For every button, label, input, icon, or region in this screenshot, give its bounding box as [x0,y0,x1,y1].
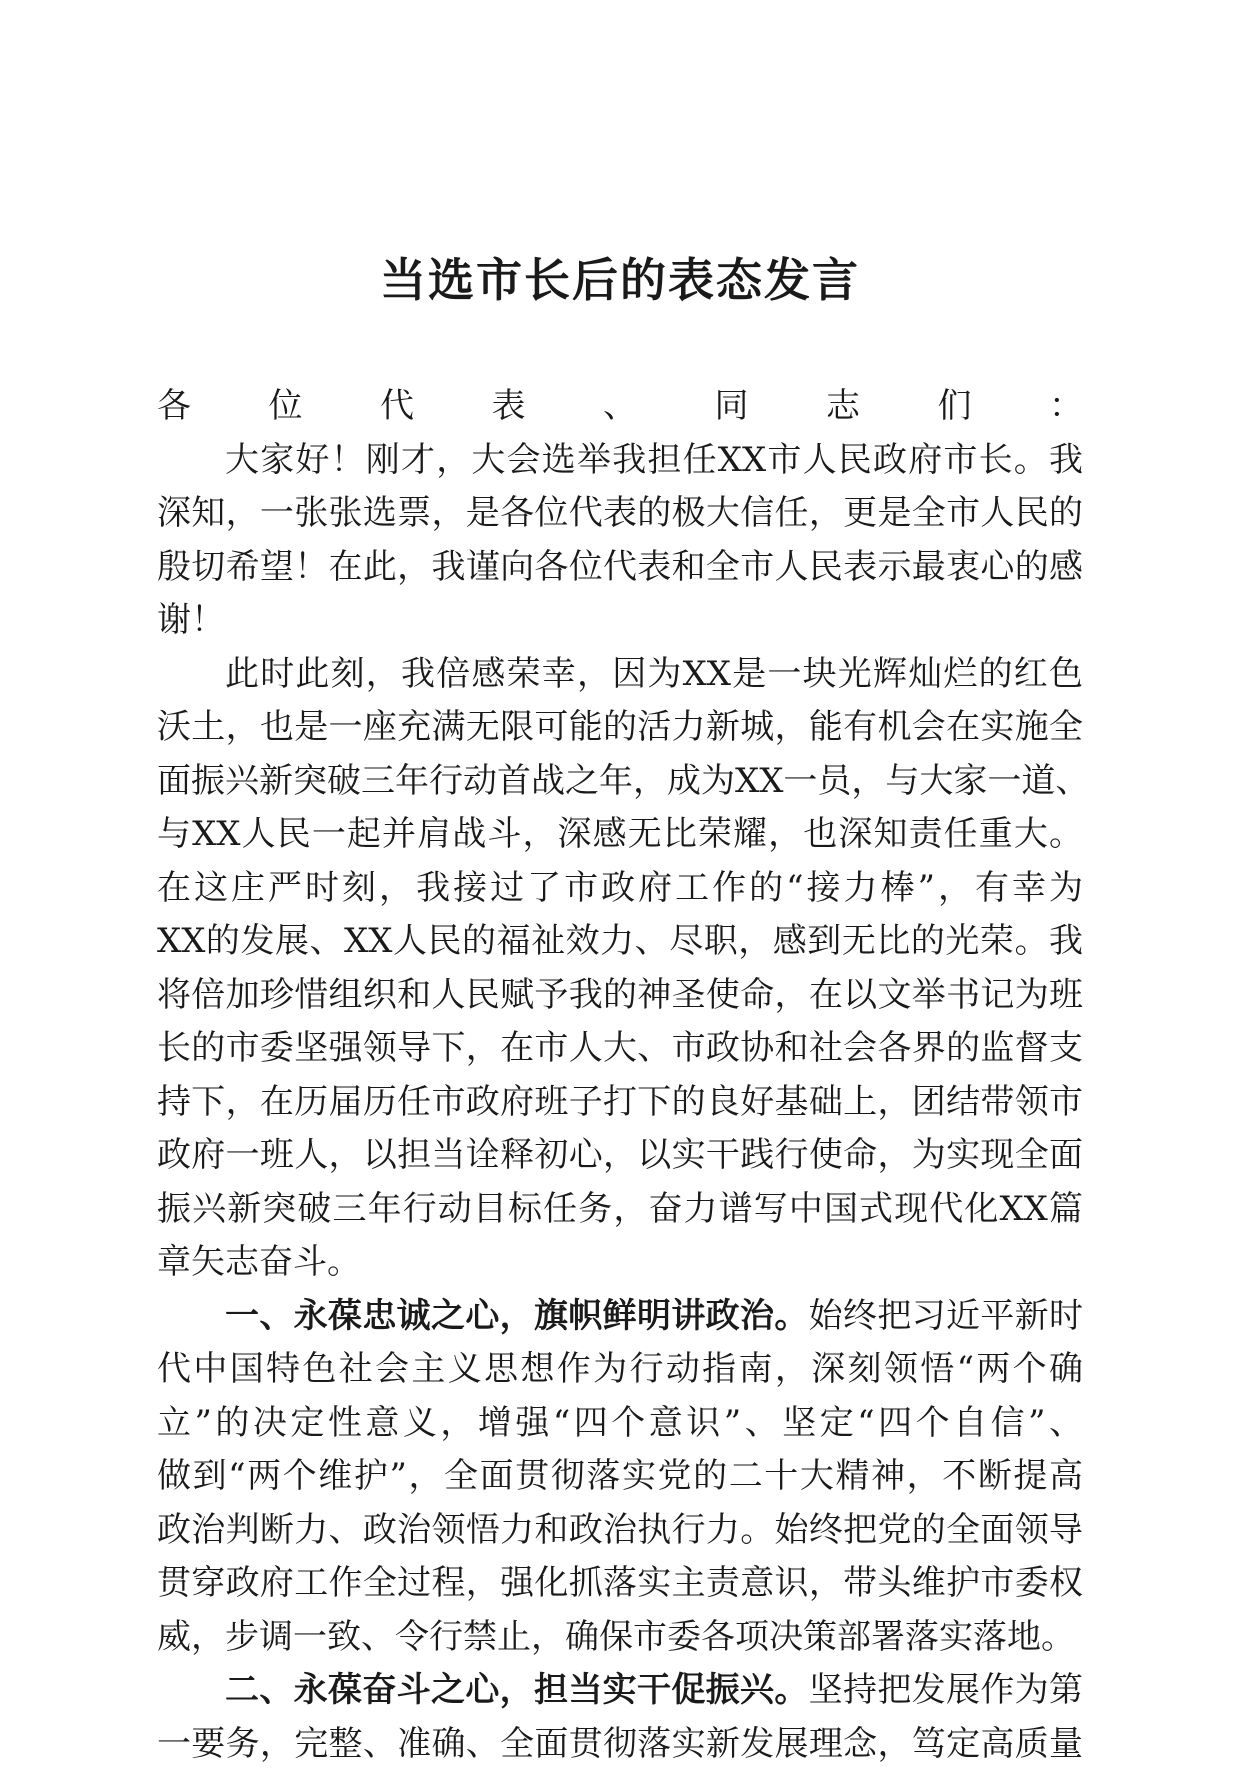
paragraph-line [157,1236,1083,1290]
section-heading: 二、永葆奋斗之心，担当实干促振兴。 [225,1670,809,1710]
line-text: 贯穿政府工作全过程，强化抓落实主责意识，带头维护市委权 [157,1563,1083,1603]
line-text: 政治判断力、政治领悟力和政治执行力。始终把党的全面领导 [157,1510,1083,1550]
paragraph-line [157,648,1083,702]
line-text: 将倍加珍惜组织和人民赋予我的神圣使命，在以文举书记为班 [157,975,1083,1015]
paragraph-line [157,1611,1083,1665]
line-text: 做到“两个维护”，全面贯彻落实党的二十大精神，不断提高 [157,1456,1083,1496]
paragraph-line [157,701,1083,755]
line-text: 殷切希望！在此，我谨向各位代表和全市人民表示最衷心的感 [157,547,1083,587]
document-body [157,380,1083,1771]
line-text: 章矢志奋斗。 [157,1242,361,1282]
paragraph-line [157,1450,1083,1504]
line-text: 立”的决定性意义，增强“四个意识”、坚定“四个自信”、 [157,1403,1083,1443]
salutation-line [157,380,1083,434]
line-text: 政府一班人，以担当诠释初心，以实干践行使命，为实现全面 [157,1135,1083,1175]
paragraph-line [157,1129,1083,1183]
line-text: 深知，一张张选票，是各位代表的极大信任，更是全市人民的 [157,493,1083,533]
paragraph-line [157,862,1083,916]
paragraph-line [157,1183,1083,1237]
line-text: 此时此刻，我倍感荣幸，因为XX是一块光辉灿烂的红色 [225,654,1083,694]
section-heading-line [157,1664,1083,1718]
paragraph-line [157,969,1083,1023]
section-heading: 一、永葆忠诚之心，旗帜鲜明讲政治。 [225,1296,809,1336]
paragraph-line [157,808,1083,862]
line-text: XX的发展、XX人民的福祉效力、尽职，感到无比的光荣。我 [157,921,1083,961]
line-text: 持下，在历届历任市政府班子打下的良好基础上，团结带领市 [157,1082,1083,1122]
line-text: 各位代表、同志们： [157,386,1083,426]
line-text: 代中国特色社会主义思想作为行动指南，深刻领悟“两个确 [157,1349,1083,1389]
paragraph-line [157,1076,1083,1130]
paragraph-line [157,1343,1083,1397]
paragraph-line [157,755,1083,809]
paragraph-line [157,915,1083,969]
line-text: 谢！ [157,600,225,640]
paragraph-line [157,487,1083,541]
line-text: 振兴新突破三年行动目标任务，奋力谱写中国式现代化XX篇 [157,1189,1083,1229]
line-text: 在这庄严时刻，我接过了市政府工作的“接力棒”，有幸为 [157,868,1083,908]
line-text: 大家好！刚才，大会选举我担任XX市人民政府市长。我 [225,440,1083,480]
paragraph-line [157,1718,1083,1771]
document-title: 当选市长后的表态发言 [0,250,1240,310]
line-text: 威，步调一致、令行禁止，确保市委各项决策部署落实落地。 [157,1617,1075,1657]
line-text: 沃土，也是一座充满无限可能的活力新城，能有机会在实施全 [157,707,1083,747]
section-heading-line [157,1290,1083,1344]
line-text: 坚持把发展作为第 [809,1670,1083,1710]
line-text: 始终把习近平新时 [809,1296,1083,1336]
paragraph-line [157,1504,1083,1558]
paragraph-line [157,541,1083,595]
paragraph-line [157,434,1083,488]
line-text: 面振兴新突破三年行动首战之年，成为XX一员，与大家一道、 [157,761,1089,801]
paragraph-line [157,1022,1083,1076]
paragraph-line [157,1557,1083,1611]
paragraph-line [157,1397,1083,1451]
paragraph-line [157,594,1083,648]
line-text: 长的市委坚强领导下，在市人大、市政协和社会各界的监督支 [157,1028,1083,1068]
line-text: 一要务，完整、准确、全面贯彻落实新发展理念，笃定高质量 [157,1724,1083,1764]
line-text: 与XX人民一起并肩战斗，深感无比荣耀，也深知责任重大。 [157,814,1083,854]
